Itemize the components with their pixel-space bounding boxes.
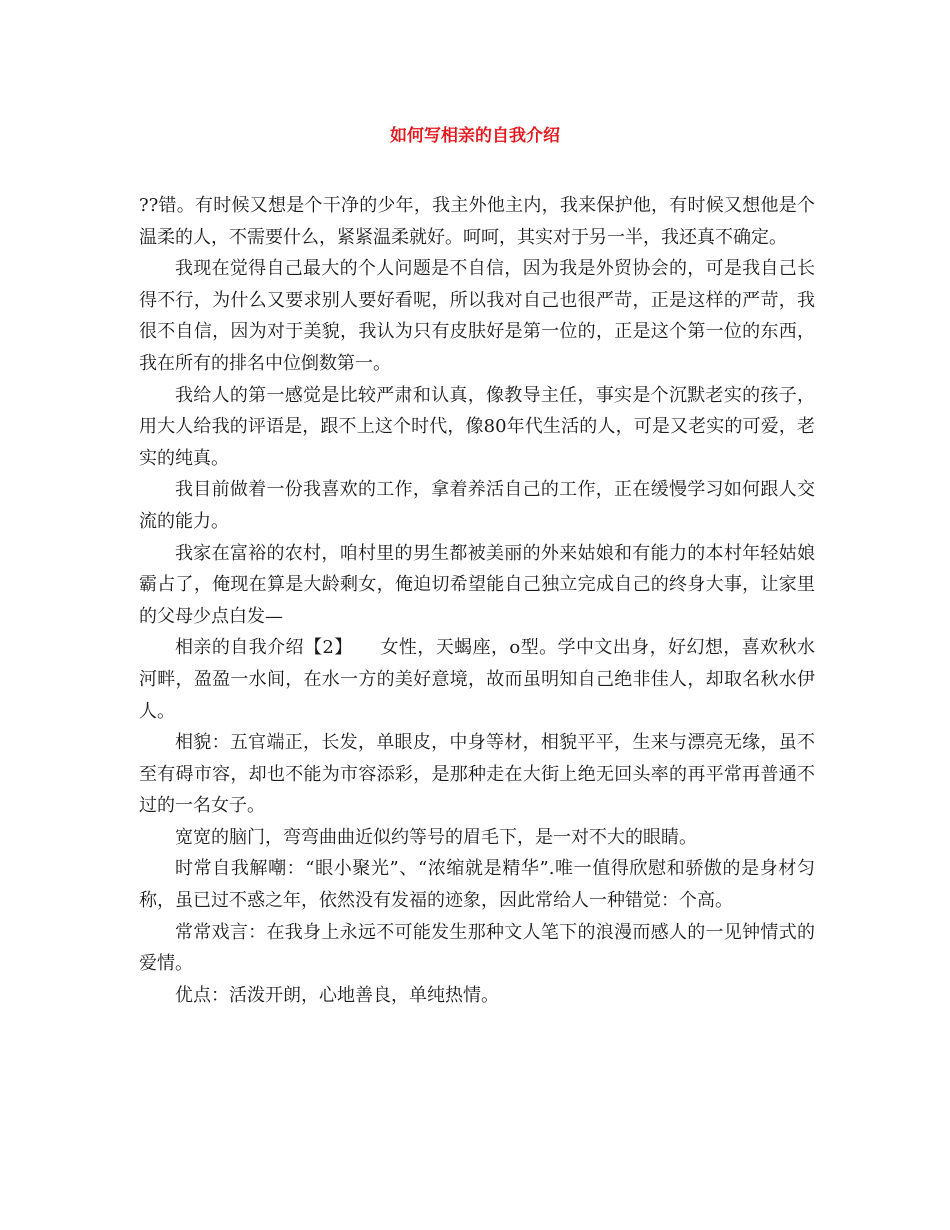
paragraph-7: 相貌：五官端正，长发，单眼皮，中身等材，相貌平平，生来与漂亮无缘，虽不至有碍市容，却也不能为市容添彩，是那种走在大街上绝无回头率的再平常再普通不过的一名女子。 bbox=[139, 732, 815, 817]
paragraph-6: 相亲的自我介绍【2】 女性，天蝎座，o型。学中文出身，好幻想，喜欢秋水河畔，盈盈一水间，在水一方的美好意境，故而虽明知自己绝非佳人，却取名秋水伊人。 bbox=[139, 637, 815, 722]
paragraph-4: 我目前做着一份我喜欢的工作，拿着养活自己的工作，正在缓慢学习如何跟人交流的能力。 bbox=[139, 479, 815, 532]
paragraph-9: 时常自我解嘲：“眼小聚光”、“浓缩就是精华”.唯一值得欣慰和骄傲的是身材匀称，虽已过不惑之年，依然没有发福的迹象，因此常给人一种错觉：个高。 bbox=[139, 858, 815, 912]
paragraph-11: 优点：活泼开朗，心地善良，单纯热情。 bbox=[175, 984, 499, 1006]
paragraph-1: ??错。有时候又想是个干净的少年，我主外他主内，我来保护他，有时候又想他是个温柔的人，不需要什么，紧紧温柔就好。呵呵，其实对于另一半，我还真不确定。 bbox=[139, 195, 815, 248]
document-title: 如何写相亲的自我介绍 bbox=[390, 126, 560, 146]
paragraph-8: 宽宽的脑门，弯弯曲曲近似约等号的眉毛下，是一对不大的眼睛。 bbox=[175, 826, 697, 848]
paragraph-2: 我现在觉得自己最大的个人问题是不自信，因为我是外贸协会的，可是我自己长得不行，为什么又要求别人要好看呢，所以我对自己也很严苛，正是这样的严苛，我很不自信，因为对于美貌，我认为只有皮肤好是第一位的，正是这个第一位的东西，我在所有的排名中位倒数第一。 bbox=[139, 258, 815, 374]
paragraph-10: 常常戏言：在我身上永远不可能发生那种文人笔下的浪漫而感人的一见钟情式的爱情。 bbox=[139, 921, 815, 975]
paragraph-5: 我家在富裕的农村，咱村里的男生都被美丽的外来姑娘和有能力的本村年轻姑娘霸占了，俺现在算是大龄剩女，俺迫切希望能自己独立完成自己的终身大事，让家里的父母少点白发— bbox=[139, 542, 815, 627]
paragraph-3: 我给人的第一感觉是比较严肃和认真，像教导主任，事实是个沉默老实的孩子，用大人给我的评语是，跟不上这个时代，像80年代生活的人，可是又老实的可爱，老实的纯真。 bbox=[139, 384, 815, 469]
document-body bbox=[139, 190, 815, 1011]
